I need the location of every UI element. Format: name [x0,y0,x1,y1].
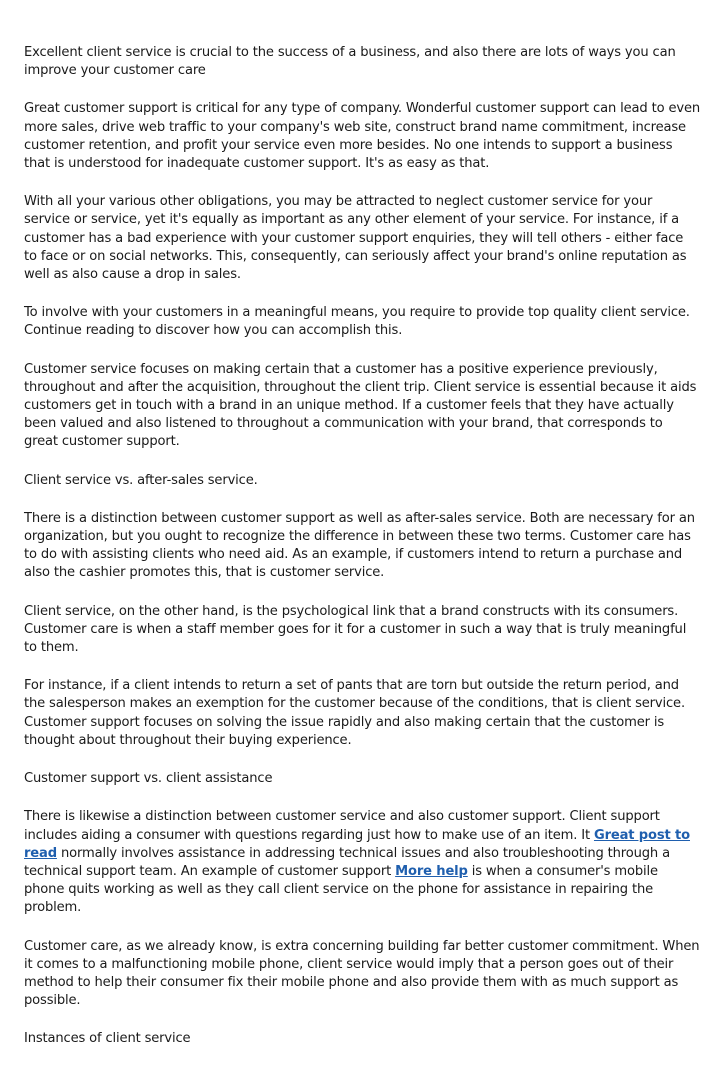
paragraph-engage: To involve with your customers in a meaningful means, you require to provide top quality client service. Continue reading to discover how you can accomplish this. [24,305,690,339]
section-heading-after-sales: Client service vs. after-sales service. [24,472,258,488]
section-heading-support: Customer support vs. client assistance [24,771,273,787]
paragraph-obligations: With all your various other obligations, you may be attracted to neglect customer service for your service or service, yet it's equally as important as any other element of your service. For instance, if a customer has a bad experience with your customer support enquiries, they will tell others - either face to face or on social networks. This, consequently, can seriously affect your brand's online reputation as well as also cause a drop in sales. [24,194,687,283]
paragraph-text-segment: is when a consumer's mobile phone quits working as well as they call client service on the phone for assistance in repairing the problem. [24,863,658,916]
great-post-link[interactable]: Great post to read [24,827,690,861]
paragraph-intro: Excellent client service is crucial to the success of a business, and also there are lots of ways you can improve your customer care [24,45,676,79]
paragraph-importance: Great customer support is critical for any type of company. Wonderful customer support can lead to even more sales, drive web traffic to your company's web site, construct brand name commitment, increase customer retention, and profit your service even more besides. No one intends to support a business that is understood for inadequate customer support. It's as easy as that. [24,101,700,172]
section-heading-instances: Instances of client service [24,1031,191,1047]
document-body [24,44,700,1069]
paragraph-example-pants: For instance, if a client intends to return a set of pants that are torn but outside the return period, and the salesperson makes an exemption for the customer because of the conditions, that is client service. Customer support focuses on solving the issue rapidly and also making certain that the customer is thought about throughout their buying experience. [24,678,685,748]
paragraph-distinction: There is a distinction between customer support as well as after-sales service. Both are necessary for an organization, but you ought to recognize the difference in between these two terms. Customer care has to do with assisting clients who need aid. As an example, if customers intend to return a purchase and also the cashier promotes this, that is customer service. [24,510,695,581]
paragraph-text-segment: normally involves assistance in addressing technical issues and also troubleshooting through a technical support team. An example of customer support [24,845,670,879]
paragraph-focus: Customer service focuses on making certain that a customer has a positive experience previously, throughout and after the acquisition, throughout the client trip. Client service is essential because it aids customers get in touch with a brand in an unique method. If a customer feels that they have actually been valued and also listened to throughout a communication with your brand, that corresponds to great customer support. [24,361,697,450]
paragraph-psychological-link: Client service, on the other hand, is the psychological link that a brand constructs with its consumers. Customer care is when a staff member goes for it for a customer in such a way that is truly meaningful to them. [24,603,687,656]
paragraph-support-distinction [24,808,700,917]
more-help-link[interactable]: More help [395,863,468,879]
paragraph-customer-care: Customer care, as we already know, is extra concerning building far better customer commitment. When it comes to a malfunctioning mobile phone, client service would imply that a person goes out of their method to help their consumer fix their mobile phone and also provide them with as much support as possible. [24,938,700,1009]
paragraph-text-segment: There is likewise a distinction between customer service and also customer support. Client support includes aiding a consumer with questions regarding just how to make use of an item. It [24,809,660,843]
